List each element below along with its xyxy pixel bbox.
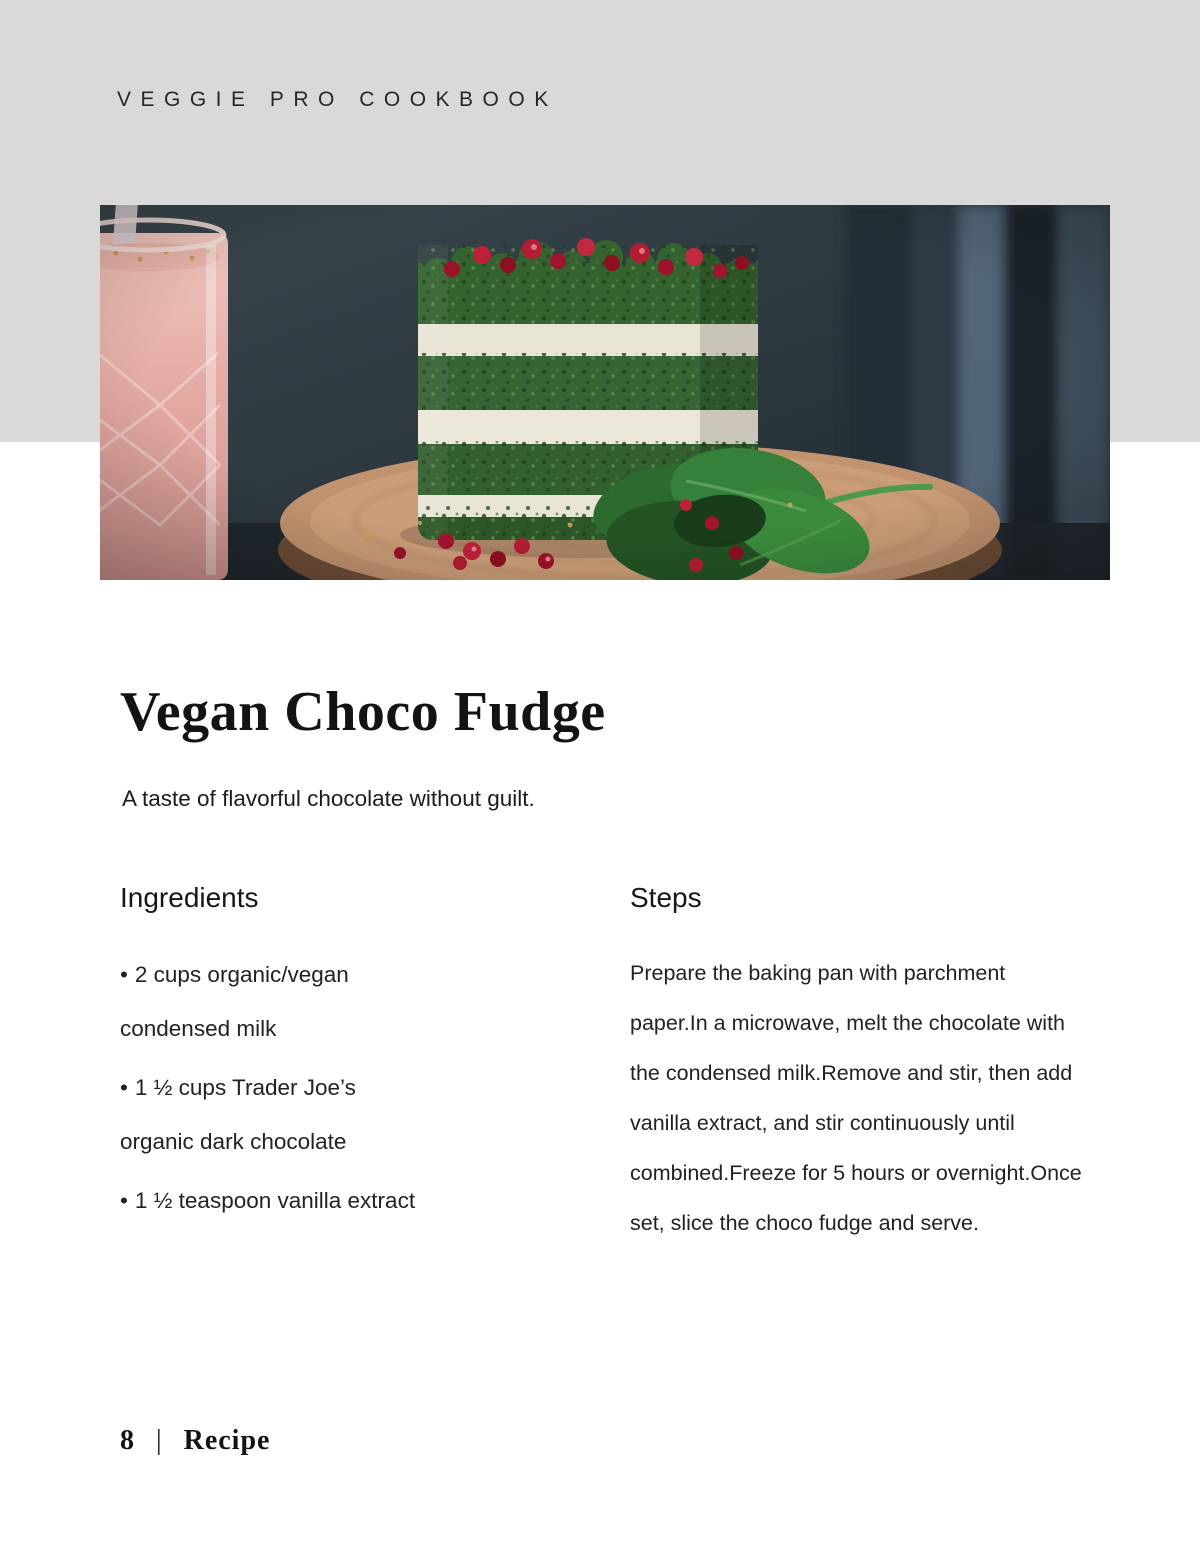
steps-heading: Steps: [630, 882, 702, 913]
vignette-overlay: [100, 205, 1110, 580]
ingredient-item: [120, 1061, 420, 1169]
ingredient-text: 1 ½ teaspoon vanilla extract: [134, 1188, 416, 1213]
ingredient-bullet: •: [120, 1188, 128, 1213]
recipe-photo-illustration: [100, 205, 1110, 580]
page-number: 8: [120, 1425, 134, 1456]
ingredient-bullet: •: [120, 962, 128, 987]
ingredient-text: 2 cups organic/vegan condensed milk: [120, 962, 349, 1041]
ingredients-heading: Ingredients: [120, 882, 259, 913]
steps-section: [630, 882, 1082, 1248]
ingredient-item: [120, 948, 420, 1056]
page-footer: [120, 1425, 270, 1457]
brand-text: VEGGIE PRO COOKBOOK: [117, 88, 558, 111]
ingredient-item: [120, 1174, 420, 1228]
ingredient-bullet: •: [120, 1075, 128, 1100]
footer-separator: |: [156, 1425, 162, 1456]
page-title: Vegan Choco Fudge: [120, 681, 606, 743]
ingredient-text: 1 ½ cups Trader Joe’s organic dark chocolate: [120, 1075, 356, 1154]
recipe-photo: [100, 205, 1110, 580]
steps-text: Prepare the baking pan with parchment paper.In a microwave, melt the chocolate with the condensed milk.Remove and stir, then add vanilla extract, and stir continuously until combined.Freeze for 5 hours or overnight.Once set, slice the choco fudge and serve.: [630, 961, 1082, 1235]
ingredients-section: [120, 882, 420, 1233]
page-subtitle: A taste of flavorful chocolate without guilt.: [122, 786, 535, 811]
footer-label: Recipe: [183, 1425, 271, 1456]
